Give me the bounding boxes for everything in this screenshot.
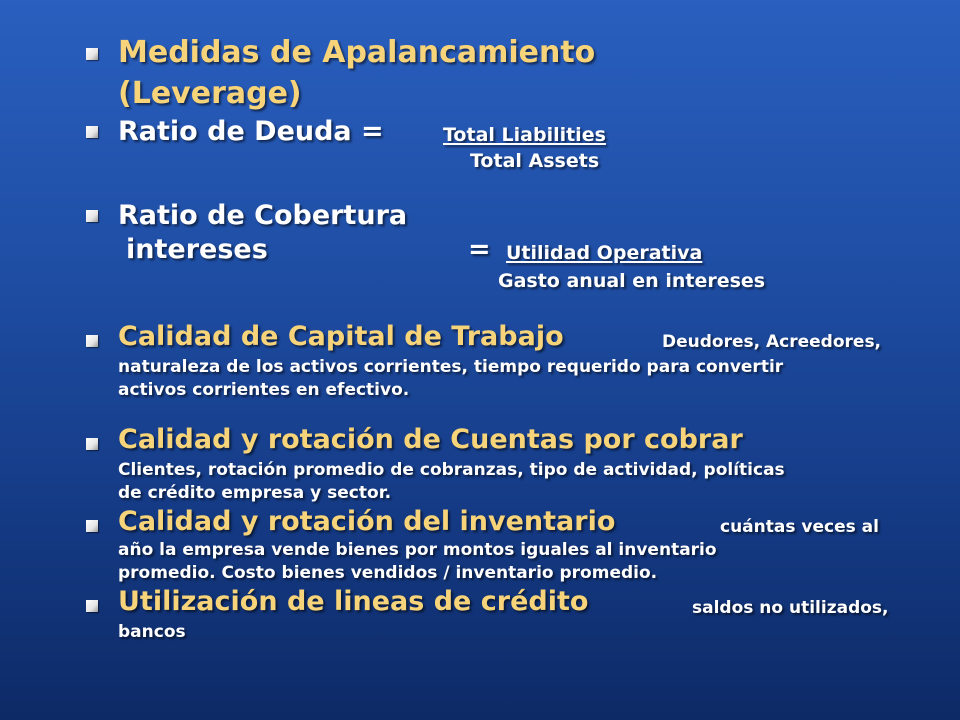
debt-ratio-label: Ratio de Deuda =	[118, 116, 384, 147]
credit-lines-desc-1: saldos no utilizados,	[692, 598, 889, 618]
inventory-title: Calidad y rotación del inventario	[118, 506, 616, 537]
leverage-title-sub: (Leverage)	[118, 76, 302, 111]
leverage-title: Medidas de Apalancamiento	[118, 35, 596, 70]
bullet-icon	[86, 438, 98, 450]
coverage-ratio-label: Ratio de Cobertura	[118, 200, 408, 231]
working-capital-desc-2: naturaleza de los activos corrientes, tiempo requerido para convertir	[118, 357, 784, 377]
coverage-ratio-label-2: intereses	[126, 234, 268, 265]
debt-ratio-denominator: Total Assets	[470, 150, 600, 172]
inventory-desc-2: año la empresa vende bienes por montos iguales al inventario	[118, 540, 717, 560]
working-capital-desc-3: activos corrientes en efectivo.	[118, 380, 410, 400]
bullet-icon	[86, 335, 98, 347]
receivables-desc-2: de crédito empresa y sector.	[118, 483, 392, 503]
bullet-icon	[86, 520, 98, 532]
inventory-desc-1: cuántas veces al	[720, 517, 879, 537]
bullet-icon	[86, 48, 98, 60]
working-capital-title: Calidad de Capital de Trabajo	[118, 321, 564, 352]
coverage-denominator: Gasto anual en intereses	[498, 270, 766, 292]
bullet-icon	[86, 210, 98, 222]
working-capital-desc-1: Deudores, Acreedores,	[662, 332, 882, 352]
coverage-numerator: Utilidad Operativa	[506, 242, 703, 264]
bullet-icon	[86, 600, 98, 612]
inventory-desc-3: promedio. Costo bienes vendidos / inventario promedio.	[118, 563, 658, 583]
receivables-title: Calidad y rotación de Cuentas por cobrar	[118, 424, 743, 455]
credit-lines-desc-2: bancos	[118, 622, 186, 642]
credit-lines-title: Utilización de lineas de crédito	[118, 586, 589, 617]
coverage-equals: =	[468, 234, 491, 265]
receivables-desc-1: Clientes, rotación promedio de cobranzas, tipo de actividad, políticas	[118, 460, 785, 480]
bullet-icon	[86, 126, 98, 138]
debt-ratio-numerator: Total Liabilities	[443, 124, 606, 146]
